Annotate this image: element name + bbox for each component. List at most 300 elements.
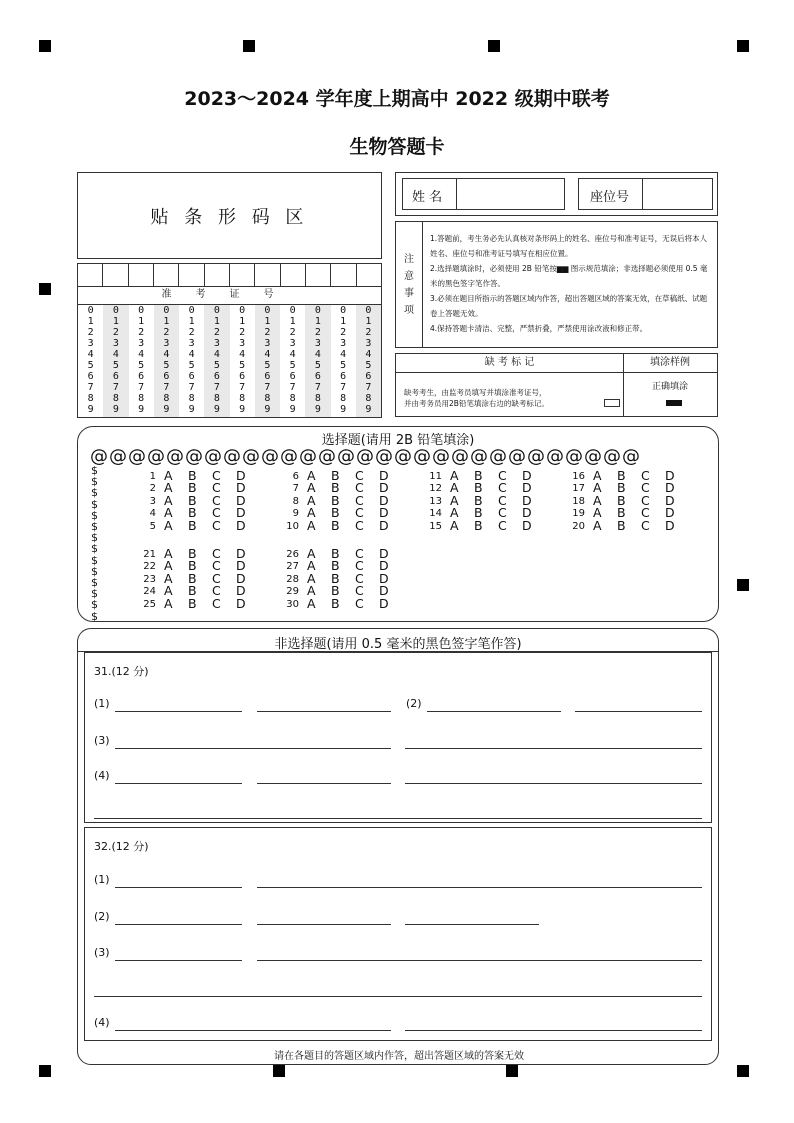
- exam-id-digit-bubble[interactable]: 2: [87, 327, 94, 338]
- exam-id-cell[interactable]: [281, 264, 306, 286]
- note-item: 3.必须在题目所指示的答题区域内作答，超出答题区域的答案无效，在草稿纸、试题卷上答题无效。: [430, 294, 708, 318]
- page-title: 2023～2024 学年度上期高中 2022 级期中联考: [184, 88, 610, 110]
- answer-line[interactable]: [94, 996, 702, 997]
- option-bubble[interactable]: D: [379, 517, 389, 533]
- exam-id-digit-bubble[interactable]: 8: [188, 393, 195, 404]
- exam-id-digit-bubble[interactable]: 7: [213, 382, 220, 393]
- exam-id-digit-bubble[interactable]: 9: [87, 404, 94, 415]
- option-bubble[interactable]: B: [617, 492, 626, 508]
- exam-id-digit-bubble[interactable]: 0: [163, 305, 170, 316]
- exam-id-digit-bubble[interactable]: 2: [138, 327, 145, 338]
- exam-id-digit-bubble[interactable]: 1: [289, 316, 296, 327]
- exam-id-digit-bubble[interactable]: 4: [213, 349, 220, 360]
- exam-id-cell[interactable]: [154, 264, 179, 286]
- notes-text: [430, 231, 714, 336]
- option-bubble[interactable]: C: [355, 570, 364, 586]
- exam-id-digit-bubble[interactable]: 9: [163, 404, 170, 415]
- option-bubble[interactable]: C: [355, 480, 364, 496]
- option-bubble[interactable]: C: [355, 583, 364, 599]
- exam-id-digit-bubble[interactable]: 5: [289, 360, 296, 371]
- name-field[interactable]: [456, 178, 565, 210]
- footer-note: 请在各题目的答题区域内作答，超出答题区域的答案无效: [274, 1051, 524, 1062]
- option-bubble[interactable]: B: [331, 583, 340, 599]
- option-bubble[interactable]: B: [331, 517, 340, 533]
- option-bubble[interactable]: B: [331, 492, 340, 508]
- option-bubble[interactable]: A: [593, 480, 602, 496]
- exam-id-digit-bubble[interactable]: 3: [163, 338, 170, 349]
- option-bubble[interactable]: D: [665, 468, 675, 483]
- exam-id-digit-bubble[interactable]: 5: [365, 360, 372, 371]
- exam-id-digit-bubble[interactable]: 5: [87, 360, 94, 371]
- timing-mark: $: [91, 609, 98, 623]
- option-bubble[interactable]: D: [379, 480, 389, 496]
- option-bubble[interactable]: C: [641, 468, 650, 483]
- option-bubble[interactable]: A: [450, 480, 459, 496]
- option-bubble[interactable]: C: [355, 517, 364, 533]
- exam-id-digit-bubble[interactable]: 9: [188, 404, 195, 415]
- exam-id-digit-bubble[interactable]: 2: [365, 327, 372, 338]
- exam-id-digit-bubble[interactable]: 5: [239, 360, 246, 371]
- exam-id-digit-bubble[interactable]: 3: [213, 338, 220, 349]
- option-bubble[interactable]: D: [236, 468, 246, 483]
- option-bubble[interactable]: D: [665, 492, 675, 508]
- exam-id-digit-bubble[interactable]: 9: [365, 404, 372, 415]
- exam-id-cell[interactable]: [331, 264, 356, 286]
- exam-id-digit-bubble[interactable]: 7: [264, 382, 271, 393]
- option-bubble[interactable]: A: [164, 583, 173, 599]
- option-bubble[interactable]: C: [498, 492, 507, 508]
- exam-id-digit-bubble[interactable]: 7: [314, 382, 321, 393]
- question-number: 20: [572, 520, 585, 532]
- option-bubble[interactable]: B: [188, 505, 197, 521]
- exam-id-digit-bubble[interactable]: 6: [314, 371, 321, 382]
- exam-id-digit-bubble[interactable]: 6: [138, 371, 145, 382]
- exam-id-digit-bubble[interactable]: 9: [289, 404, 296, 415]
- answer-line[interactable]: [257, 960, 702, 961]
- exam-id-cell[interactable]: [357, 264, 381, 286]
- exam-id-digit-bubble[interactable]: 2: [188, 327, 195, 338]
- seat-field[interactable]: [642, 178, 713, 210]
- option-bubble[interactable]: D: [379, 595, 389, 611]
- exam-id-digit-bubble[interactable]: 1: [188, 316, 195, 327]
- option-bubble[interactable]: A: [164, 517, 173, 533]
- option-bubble[interactable]: A: [593, 492, 602, 508]
- exam-id-cell[interactable]: [306, 264, 331, 286]
- option-bubble[interactable]: A: [164, 505, 173, 521]
- exam-id-digit-bubble[interactable]: 4: [239, 349, 246, 360]
- option-bubble[interactable]: D: [522, 492, 532, 508]
- exam-id-digit-bubble[interactable]: 4: [314, 349, 321, 360]
- option-bubble[interactable]: A: [593, 505, 602, 521]
- option-bubble[interactable]: B: [188, 517, 197, 533]
- option-bubble[interactable]: D: [522, 468, 532, 483]
- exam-id-digit-bubble[interactable]: 1: [87, 316, 94, 327]
- exam-id-digit-bubble[interactable]: 4: [138, 349, 145, 360]
- option-bubble[interactable]: C: [498, 480, 507, 496]
- exam-id-digit-bubble[interactable]: 0: [112, 305, 119, 316]
- option-bubble[interactable]: A: [307, 480, 316, 496]
- option-bubble[interactable]: A: [307, 558, 316, 574]
- option-bubble[interactable]: C: [212, 517, 221, 533]
- exam-id-digit-bubble[interactable]: 6: [289, 371, 296, 382]
- registration-mark: [737, 1065, 749, 1077]
- option-bubble[interactable]: B: [188, 480, 197, 496]
- exam-id-digit-bubble[interactable]: 8: [163, 393, 170, 404]
- answer-line[interactable]: [115, 1030, 391, 1031]
- exam-id-cell[interactable]: [78, 264, 103, 286]
- exam-id-digit-bubble[interactable]: 7: [239, 382, 246, 393]
- exam-id-digit-bubble[interactable]: 7: [365, 382, 372, 393]
- option-bubble[interactable]: A: [164, 480, 173, 496]
- option-bubble[interactable]: C: [355, 546, 364, 561]
- option-bubble[interactable]: D: [522, 517, 532, 533]
- option-bubble[interactable]: B: [331, 558, 340, 574]
- answer-line[interactable]: [115, 924, 242, 925]
- answer-line[interactable]: [257, 924, 391, 925]
- option-bubble[interactable]: B: [617, 505, 626, 521]
- exam-id-digit-bubble[interactable]: 3: [264, 338, 271, 349]
- exam-id-digit-bubble[interactable]: 6: [213, 371, 220, 382]
- exam-id-digit-bubble[interactable]: 9: [112, 404, 119, 415]
- question-number: 6: [292, 471, 299, 482]
- option-bubble[interactable]: C: [212, 570, 221, 586]
- exam-id-digit-bubble[interactable]: 1: [213, 316, 220, 327]
- exam-id-digit-bubble[interactable]: 3: [365, 338, 372, 349]
- option-bubble[interactable]: B: [331, 480, 340, 496]
- exam-id-digit-bubble[interactable]: 8: [365, 393, 372, 404]
- exam-id-digit-bubble[interactable]: 9: [264, 404, 271, 415]
- timing-mark: $: [91, 520, 98, 533]
- answer-line[interactable]: [257, 887, 702, 888]
- answer-line[interactable]: [257, 783, 391, 784]
- exam-id-digit-bubble[interactable]: 2: [163, 327, 170, 338]
- exam-id-digit-column: [305, 305, 330, 417]
- option-bubble[interactable]: C: [355, 468, 364, 483]
- exam-id-cell[interactable]: [103, 264, 128, 286]
- option-bubble[interactable]: B: [474, 505, 483, 521]
- exam-id-digit-bubble[interactable]: 5: [188, 360, 195, 371]
- exam-id-digit-bubble[interactable]: 5: [112, 360, 119, 371]
- exam-id-digit-bubble[interactable]: 8: [289, 393, 296, 404]
- exam-id-digit-bubble[interactable]: 1: [112, 316, 119, 327]
- exam-id-digit-bubble[interactable]: 6: [163, 371, 170, 382]
- exam-id-digit-bubble[interactable]: 8: [314, 393, 321, 404]
- option-bubble[interactable]: B: [474, 480, 483, 496]
- option-bubble[interactable]: A: [307, 505, 316, 521]
- exam-id-digit-bubble[interactable]: 1: [314, 316, 321, 327]
- exam-id-digit-bubble[interactable]: 7: [188, 382, 195, 393]
- option-bubble[interactable]: D: [379, 583, 389, 599]
- option-bubble[interactable]: D: [379, 570, 389, 586]
- answer-line[interactable]: [115, 783, 242, 784]
- option-bubble[interactable]: A: [593, 517, 602, 533]
- option-bubble[interactable]: A: [164, 570, 173, 586]
- exam-id-digit-bubble[interactable]: 3: [112, 338, 119, 349]
- exam-id-digit-bubble[interactable]: 9: [340, 404, 347, 415]
- option-bubble[interactable]: C: [498, 505, 507, 521]
- option-bubble[interactable]: D: [379, 468, 389, 483]
- option-bubble[interactable]: A: [450, 492, 459, 508]
- exam-id-digit-bubble[interactable]: 0: [138, 305, 145, 316]
- exam-id-digit-bubble[interactable]: 5: [163, 360, 170, 371]
- exam-id-digit-bubble[interactable]: 4: [264, 349, 271, 360]
- option-bubble[interactable]: B: [331, 468, 340, 483]
- option-bubble[interactable]: C: [641, 480, 650, 496]
- option-bubble[interactable]: D: [379, 558, 389, 574]
- exam-id-digit-bubble[interactable]: 2: [289, 327, 296, 338]
- exam-id-digit-bubble[interactable]: 8: [112, 393, 119, 404]
- option-bubble[interactable]: B: [188, 595, 197, 611]
- exam-id-digit-bubble[interactable]: 4: [112, 349, 119, 360]
- option-bubble[interactable]: D: [665, 505, 675, 521]
- exam-id-digit-bubble[interactable]: 1: [365, 316, 372, 327]
- exam-id-digit-bubble[interactable]: 8: [138, 393, 145, 404]
- exam-id-digit-bubble[interactable]: 0: [289, 305, 296, 316]
- option-bubble[interactable]: A: [307, 517, 316, 533]
- question-number: 13: [429, 495, 442, 507]
- exam-id-digit-bubble[interactable]: 9: [213, 404, 220, 415]
- exam-id-digit-bubble[interactable]: 0: [87, 305, 94, 316]
- option-bubble[interactable]: D: [236, 505, 246, 521]
- exam-id-digit-bubble[interactable]: 5: [138, 360, 145, 371]
- exam-id-digit-bubble[interactable]: 7: [163, 382, 170, 393]
- exam-id-digit-bubble[interactable]: 0: [188, 305, 195, 316]
- option-bubble[interactable]: B: [474, 492, 483, 508]
- exam-id-digit-bubble[interactable]: 9: [239, 404, 246, 415]
- exam-id-digit-bubble[interactable]: 2: [264, 327, 271, 338]
- exam-id-digit-bubble[interactable]: 3: [289, 338, 296, 349]
- exam-id-digit-bubble[interactable]: 0: [239, 305, 246, 316]
- option-bubble[interactable]: A: [164, 558, 173, 574]
- exam-id-digit-bubble[interactable]: 5: [314, 360, 321, 371]
- option-bubble[interactable]: B: [331, 595, 340, 611]
- exam-id-digit-bubble[interactable]: 4: [188, 349, 195, 360]
- exam-id-digit-column: [179, 305, 204, 417]
- page-subtitle: 生物答题卡: [349, 136, 445, 158]
- option-bubble[interactable]: B: [617, 480, 626, 496]
- answer-line[interactable]: [405, 748, 702, 749]
- exam-id-cell[interactable]: [230, 264, 255, 286]
- question-number: 7: [292, 483, 299, 495]
- option-bubble[interactable]: D: [522, 480, 532, 496]
- exam-id-digit-bubble[interactable]: 1: [264, 316, 271, 327]
- option-bubble[interactable]: D: [379, 505, 389, 521]
- answer-line[interactable]: [405, 783, 702, 784]
- option-bubble[interactable]: D: [236, 558, 246, 574]
- option-bubble[interactable]: B: [188, 583, 197, 599]
- exam-id-digit-bubble[interactable]: 7: [340, 382, 347, 393]
- answer-line[interactable]: [427, 711, 561, 712]
- exam-id-digit-bubble[interactable]: 8: [87, 393, 94, 404]
- option-bubble[interactable]: B: [331, 570, 340, 586]
- exam-id-digit-bubble[interactable]: 4: [87, 349, 94, 360]
- option-bubble[interactable]: B: [188, 558, 197, 574]
- option-bubble[interactable]: C: [641, 517, 650, 533]
- exam-id-digit-bubble[interactable]: 4: [289, 349, 296, 360]
- option-bubble[interactable]: C: [641, 492, 650, 508]
- option-bubble[interactable]: C: [212, 505, 221, 521]
- note-item: 1.答题前，考生务必先认真核对条形码上的姓名、座位号和准考证号，无误后将本人姓名、座位号和准考证号填写在相应位置。: [430, 234, 708, 258]
- exam-id-digit-bubble[interactable]: 8: [340, 393, 347, 404]
- option-bubble[interactable]: D: [236, 492, 246, 508]
- option-bubble[interactable]: C: [498, 468, 507, 483]
- fill-sample-mark: [666, 400, 682, 406]
- exam-id-digit-bubble[interactable]: 7: [112, 382, 119, 393]
- option-bubble[interactable]: D: [522, 505, 532, 521]
- option-bubble[interactable]: A: [164, 595, 173, 611]
- option-bubble[interactable]: A: [450, 505, 459, 521]
- option-bubble[interactable]: D: [236, 570, 246, 586]
- exam-id-digit-bubble[interactable]: 6: [112, 371, 119, 382]
- question-31-label: 31.(12 分): [94, 665, 149, 678]
- absent-bubble[interactable]: [604, 399, 620, 407]
- exam-id-digit-bubble[interactable]: 4: [163, 349, 170, 360]
- option-bubble[interactable]: A: [307, 583, 316, 599]
- option-bubble[interactable]: B: [188, 492, 197, 508]
- exam-id-digit-bubble[interactable]: 3: [87, 338, 94, 349]
- note-item: 2.选择题填涂时，必须使用 2B 铅笔按▆▆ 图示规范填涂；非选择题必须使用 0.5 毫米的黑色签字笔作答。: [430, 264, 708, 288]
- exam-id-digit-bubble[interactable]: 2: [213, 327, 220, 338]
- exam-id-digit-column: [204, 305, 229, 417]
- option-bubble[interactable]: A: [307, 468, 316, 483]
- option-bubble[interactable]: A: [164, 546, 173, 561]
- answer-line[interactable]: [115, 748, 391, 749]
- exam-id-digit-bubble[interactable]: 5: [264, 360, 271, 371]
- answer-line[interactable]: [115, 711, 242, 712]
- option-bubble[interactable]: A: [450, 517, 459, 533]
- option-bubble[interactable]: D: [236, 480, 246, 496]
- exam-id-digit-bubble[interactable]: 0: [340, 305, 347, 316]
- option-bubble[interactable]: C: [355, 505, 364, 521]
- answer-line[interactable]: [257, 711, 391, 712]
- option-bubble[interactable]: C: [355, 558, 364, 574]
- name-seat-box: [395, 172, 718, 216]
- exam-id-digit-bubble[interactable]: 6: [87, 371, 94, 382]
- answer-line[interactable]: [94, 818, 702, 819]
- exam-id-digit-bubble[interactable]: 0: [213, 305, 220, 316]
- option-bubble[interactable]: A: [307, 595, 316, 611]
- exam-id-digit-bubble[interactable]: 0: [264, 305, 271, 316]
- option-bubble[interactable]: B: [188, 468, 197, 483]
- answer-line[interactable]: [405, 924, 539, 925]
- exam-id-cell[interactable]: [205, 264, 230, 286]
- option-bubble[interactable]: D: [236, 517, 246, 533]
- exam-id-digit-bubble[interactable]: 7: [289, 382, 296, 393]
- exam-id-digit-bubble[interactable]: 2: [239, 327, 246, 338]
- exam-id-digit-bubble[interactable]: 1: [340, 316, 347, 327]
- option-bubble[interactable]: D: [236, 546, 246, 561]
- exam-id-digit-bubble[interactable]: 4: [365, 349, 372, 360]
- option-bubble[interactable]: D: [379, 492, 389, 508]
- answer-line[interactable]: [115, 887, 242, 888]
- exam-id-digit-bubble[interactable]: 8: [213, 393, 220, 404]
- exam-id-digit-bubble[interactable]: 2: [340, 327, 347, 338]
- answer-line[interactable]: [115, 960, 242, 961]
- option-bubble[interactable]: D: [379, 546, 389, 561]
- option-bubble[interactable]: B: [474, 517, 483, 533]
- exam-id-digit-column: [280, 305, 305, 417]
- exam-id-cell[interactable]: [255, 264, 280, 286]
- exam-id-digit-bubble[interactable]: 2: [314, 327, 321, 338]
- option-bubble[interactable]: C: [212, 492, 221, 508]
- option-bubble[interactable]: C: [212, 595, 221, 611]
- option-bubble[interactable]: C: [212, 468, 221, 483]
- exam-id-digit-bubble[interactable]: 0: [365, 305, 372, 316]
- exam-id-digit-bubble[interactable]: 7: [87, 382, 94, 393]
- option-bubble[interactable]: B: [331, 505, 340, 521]
- answer-line[interactable]: [405, 1030, 702, 1031]
- option-bubble[interactable]: B: [474, 468, 483, 483]
- option-bubble[interactable]: B: [188, 570, 197, 586]
- option-bubble[interactable]: B: [617, 468, 626, 483]
- option-bubble[interactable]: C: [212, 546, 221, 561]
- exam-id-digit-bubble[interactable]: 5: [213, 360, 220, 371]
- exam-id-digit-bubble[interactable]: 1: [138, 316, 145, 327]
- exam-id-digit-bubble[interactable]: 6: [365, 371, 372, 382]
- exam-id-digit-bubble[interactable]: 5: [340, 360, 347, 371]
- marker-row: @@@@@@@@@@@@@@@@@@@@@@@@@@@@@: [90, 446, 641, 466]
- registration-mark: [39, 40, 51, 52]
- exam-id-digit-bubble[interactable]: 2: [112, 327, 119, 338]
- option-bubble[interactable]: A: [164, 492, 173, 508]
- option-bubble[interactable]: A: [164, 468, 173, 483]
- exam-id-digit-bubble[interactable]: 3: [188, 338, 195, 349]
- option-bubble[interactable]: D: [236, 583, 246, 599]
- option-bubble[interactable]: D: [665, 480, 675, 496]
- exam-id-cell[interactable]: [179, 264, 204, 286]
- option-bubble[interactable]: B: [617, 517, 626, 533]
- exam-id-digit-bubble[interactable]: 6: [188, 371, 195, 382]
- option-bubble[interactable]: C: [212, 558, 221, 574]
- option-bubble[interactable]: A: [307, 570, 316, 586]
- registration-mark: [737, 579, 749, 591]
- exam-id-digit-bubble[interactable]: 3: [314, 338, 321, 349]
- option-bubble[interactable]: C: [355, 595, 364, 611]
- option-bubble[interactable]: C: [641, 505, 650, 521]
- exam-id-digit-bubble[interactable]: 3: [239, 338, 246, 349]
- option-bubble[interactable]: B: [331, 546, 340, 561]
- option-bubble[interactable]: A: [593, 468, 602, 483]
- option-bubble[interactable]: C: [212, 480, 221, 496]
- option-bubble[interactable]: C: [498, 517, 507, 533]
- option-bubble[interactable]: D: [665, 517, 675, 533]
- exam-id-digit-bubble[interactable]: 9: [314, 404, 321, 415]
- option-bubble[interactable]: D: [236, 595, 246, 611]
- option-bubble[interactable]: C: [212, 583, 221, 599]
- answer-line[interactable]: [575, 711, 702, 712]
- exam-id-digit-bubble[interactable]: 8: [264, 393, 271, 404]
- timing-mark: $: [91, 486, 98, 500]
- exam-id-digit-bubble[interactable]: 8: [239, 393, 246, 404]
- exam-id-digit-bubble[interactable]: 4: [340, 349, 347, 360]
- option-bubble[interactable]: A: [307, 546, 316, 561]
- exam-id-digit-bubble[interactable]: 7: [138, 382, 145, 393]
- exam-id-digit-bubble[interactable]: 1: [239, 316, 246, 327]
- exam-id-digit-bubble[interactable]: 6: [264, 371, 271, 382]
- exam-id-digit-bubble[interactable]: 6: [239, 371, 246, 382]
- exam-id-digit-bubble[interactable]: 9: [138, 404, 145, 415]
- exam-id-cell[interactable]: [129, 264, 154, 286]
- exam-id-digit-bubble[interactable]: 6: [340, 371, 347, 382]
- exam-id-digit-bubble[interactable]: 3: [340, 338, 347, 349]
- option-bubble[interactable]: C: [355, 492, 364, 508]
- exam-id-digit-bubble[interactable]: 1: [163, 316, 170, 327]
- option-bubble[interactable]: B: [188, 546, 197, 561]
- exam-id-digit-bubble[interactable]: 0: [314, 305, 321, 316]
- option-bubble[interactable]: A: [307, 492, 316, 508]
- exam-id-digit-bubble[interactable]: 3: [138, 338, 145, 349]
- option-bubble[interactable]: A: [450, 468, 459, 483]
